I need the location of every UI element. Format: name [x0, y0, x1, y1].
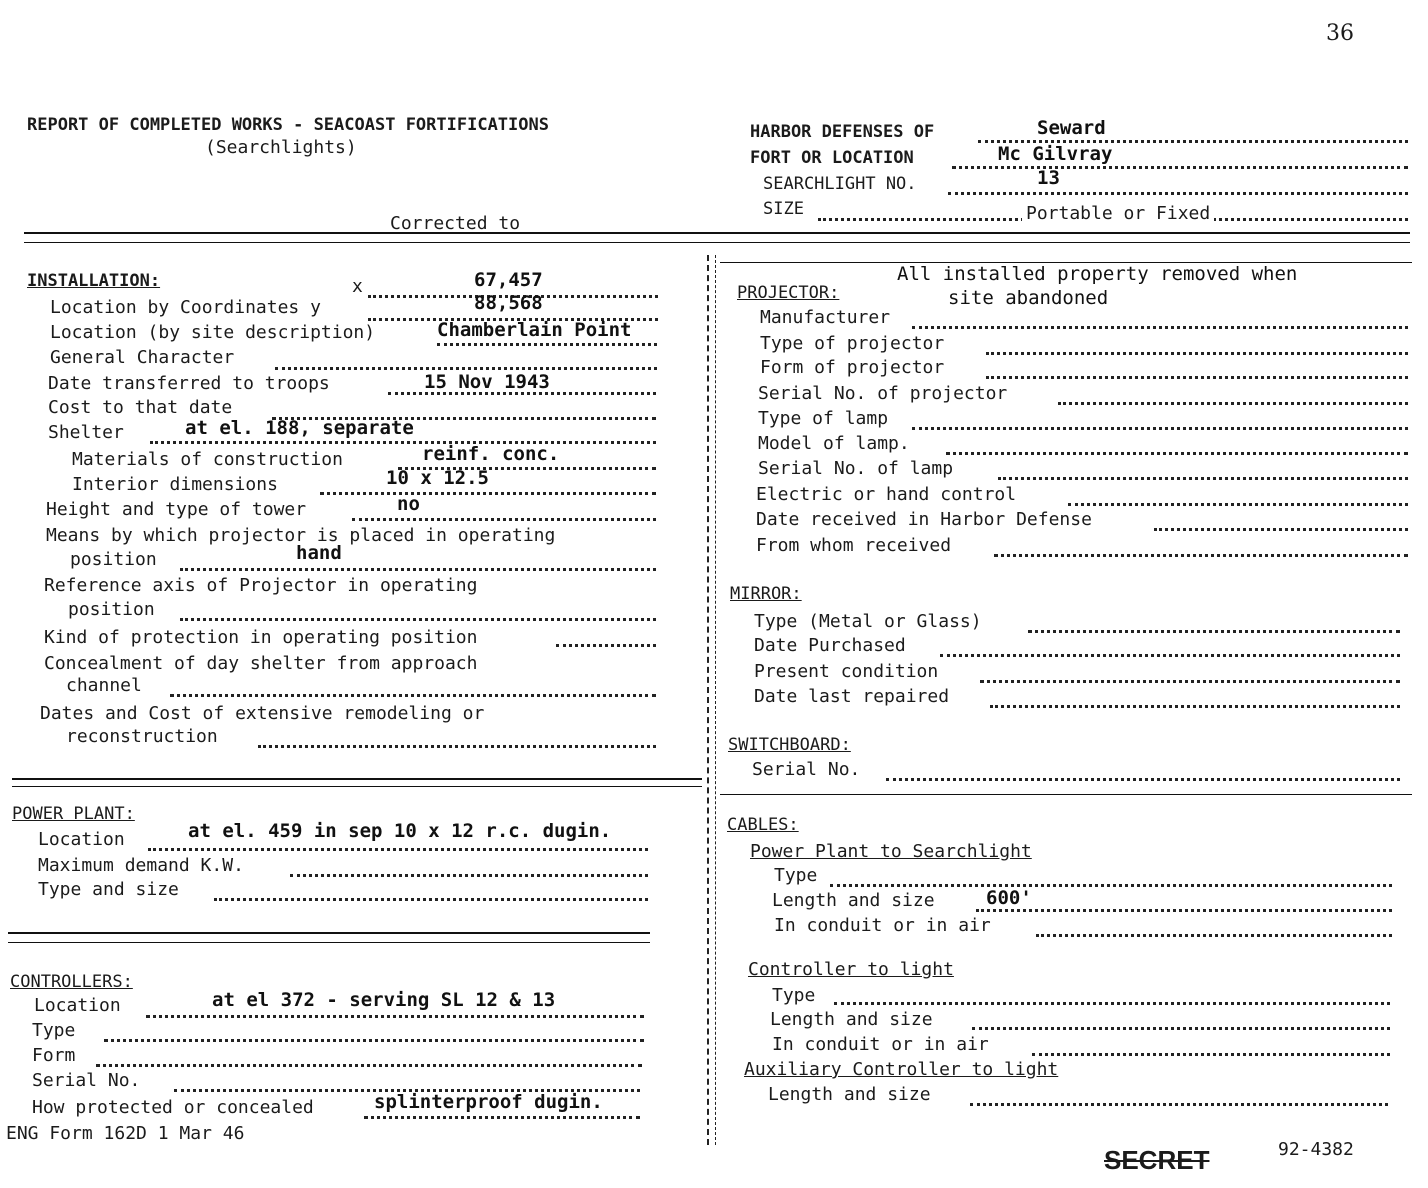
cl-conduit-label: In conduit or in air: [772, 1034, 989, 1055]
interior-dimensions-label: Interior dimensions: [72, 474, 278, 495]
controllers-location-dots: [146, 1015, 644, 1018]
manufacturer-label: Manufacturer: [760, 307, 891, 328]
interior-dimensions-dots: [320, 492, 656, 495]
remodeling-dots: [258, 745, 656, 748]
document-number: 92-4382: [1278, 1139, 1354, 1160]
mirror-repaired-dots: [990, 705, 1400, 708]
fort-location-value: Mc Gilvray: [998, 143, 1113, 165]
secret-stamp: SECRET: [1104, 1145, 1210, 1175]
materials-label: Materials of construction: [72, 449, 343, 470]
harbor-defenses-value: Seward: [1037, 117, 1106, 139]
pp-conduit-label: In conduit or in air: [774, 915, 991, 936]
power-plant-type-label: Type and size: [38, 879, 179, 900]
controllers-heading: CONTROLLERS:: [10, 972, 133, 992]
lamp-serial-dots: [998, 477, 1408, 480]
lamp-type-dots: [912, 427, 1408, 430]
installation-rule-2: [12, 786, 702, 787]
installation-heading: INSTALLATION:: [27, 271, 161, 291]
kind-protection-label: Kind of protection in operating position: [44, 627, 478, 648]
controllers-location-value: at el 372 - serving SL 12 & 13: [212, 989, 556, 1011]
site-description-label: Location (by site description): [50, 322, 376, 343]
remodeling-label: Dates and Cost of extensive remodeling or: [40, 703, 485, 724]
power-plant-rule-2: [8, 942, 650, 943]
page-number: 36: [1326, 21, 1354, 46]
fort-location-dots: [952, 166, 1408, 169]
lamp-model-dots: [946, 452, 1408, 455]
corrected-to-label: Corrected to: [390, 213, 521, 234]
max-demand-dots: [290, 874, 648, 877]
form-subtitle: (Searchlights): [205, 137, 357, 158]
means-dots: [180, 568, 656, 571]
switchboard-serial-dots: [886, 778, 1400, 781]
power-plant-location-dots: [148, 848, 648, 851]
controllers-protected-value: splinterproof dugin.: [374, 1091, 603, 1113]
pp-length-value: 600': [986, 887, 1032, 909]
manufacturer-dots: [912, 326, 1408, 329]
concealment-dots: [170, 694, 656, 697]
controllers-protected-dots: [364, 1116, 640, 1119]
shelter-value: at el. 188, separate: [185, 417, 414, 439]
shelter-label: Shelter: [48, 422, 124, 443]
pp-type-label: Type: [774, 865, 818, 886]
means-value: hand: [296, 542, 342, 564]
site-description-value: Chamberlain Point: [437, 319, 632, 341]
date-transferred-label: Date transferred to troops: [48, 373, 330, 394]
column-divider-2: [715, 255, 716, 1145]
means-label: Means by which projector is placed in operating: [46, 525, 556, 546]
lamp-type-label: Type of lamp: [758, 408, 889, 429]
mirror-heading: MIRROR:: [730, 584, 802, 604]
controllers-protected-label: How protected or concealed: [32, 1097, 314, 1118]
installation-rule: [12, 778, 702, 780]
projector-serial-label: Serial No. of projector: [758, 383, 1008, 404]
pp-type-dots: [830, 884, 1392, 887]
shelter-dots: [150, 441, 656, 444]
concealment-label-2: channel: [66, 675, 142, 696]
power-plant-type-dots: [214, 898, 648, 901]
power-plant-location-label: Location: [38, 829, 125, 850]
power-plant-heading: POWER PLANT:: [12, 804, 135, 824]
from-whom-dots: [994, 554, 1408, 557]
projector-heading: PROJECTOR:: [737, 283, 840, 303]
searchlight-no-dots: [948, 192, 1408, 195]
controllers-serial-label: Serial No.: [32, 1070, 141, 1091]
cl-length-label: Length and size: [770, 1009, 933, 1030]
lamp-model-label: Model of lamp.: [758, 433, 910, 454]
from-whom-label: From whom received: [756, 535, 952, 556]
cl-conduit-dots: [1032, 1053, 1390, 1056]
controllers-type-label: Type: [32, 1020, 76, 1041]
searchlight-no-label: SEARCHLIGHT NO.: [763, 174, 917, 194]
size-value: Portable or Fixed: [1022, 204, 1214, 224]
header-rule: [24, 232, 1410, 234]
projector-rule: [720, 262, 1412, 263]
tower-value: no: [397, 493, 420, 515]
projector-note-1: All installed property removed when: [897, 263, 1298, 285]
projector-form-dots: [986, 376, 1408, 379]
site-description-dots: [437, 343, 657, 346]
column-divider: [707, 255, 709, 1145]
controllers-type-dots: [104, 1039, 644, 1042]
interior-dimensions-value: 10 x 12.5: [386, 467, 489, 489]
cl-type-label: Type: [772, 985, 816, 1006]
aux-controller-heading: Auxiliary Controller to light: [744, 1059, 1059, 1080]
switchboard-serial-label: Serial No.: [752, 759, 861, 780]
date-transferred-value: 15 Nov 1943: [424, 371, 550, 393]
controller-light-heading: Controller to light: [748, 959, 954, 980]
cl-type-dots: [834, 1002, 1390, 1005]
pp-length-dots: [976, 909, 1392, 912]
form-title: REPORT OF COMPLETED WORKS - SEACOAST FORTIFICATIONS: [27, 115, 549, 135]
power-plant-location-value: at el. 459 in sep 10 x 12 r.c. dugin.: [188, 820, 612, 842]
aux-length-label: Length and size: [768, 1084, 931, 1105]
mirror-condition-dots: [980, 680, 1400, 683]
searchlight-no-value: 13: [1037, 167, 1060, 189]
aux-length-dots: [970, 1103, 1388, 1106]
date-received-label: Date received in Harbor Defense: [756, 509, 1092, 530]
reference-axis-label-2: position: [68, 599, 155, 620]
reference-axis-dots: [180, 618, 656, 621]
harbor-defenses-label: HARBOR DEFENSES OF: [750, 122, 935, 142]
general-character-label: General Character: [50, 347, 235, 368]
cost-label: Cost to that date: [48, 397, 233, 418]
controllers-location-label: Location: [34, 995, 121, 1016]
mirror-condition-label: Present condition: [754, 661, 939, 682]
power-plant-rule: [8, 932, 650, 934]
y-coordinate-value: 88,568: [474, 292, 543, 314]
date-received-dots: [1154, 528, 1408, 531]
cl-length-dots: [972, 1027, 1390, 1030]
mirror-repaired-label: Date last repaired: [754, 686, 950, 707]
reference-axis-label: Reference axis of Projector in operating: [44, 575, 478, 596]
mirror-purchased-label: Date Purchased: [754, 635, 906, 656]
tower-label: Height and type of tower: [46, 499, 307, 520]
control-label: Electric or hand control: [756, 484, 1017, 505]
header-rule-2: [24, 242, 1410, 243]
controllers-form-dots: [96, 1064, 642, 1067]
x-label: x: [352, 276, 363, 297]
pp-conduit-dots: [1036, 934, 1392, 937]
projector-note-2: site abandoned: [948, 287, 1109, 309]
right-section-rule: [720, 794, 1412, 795]
size-label: SIZE: [763, 199, 804, 219]
means-label-2: position: [70, 549, 157, 570]
x-coordinate-value: 67,457: [474, 269, 543, 291]
control-dots: [1068, 503, 1408, 506]
projector-type-label: Type of projector: [760, 333, 945, 354]
controllers-form-label: Form: [32, 1045, 76, 1066]
pp-searchlight-heading: Power Plant to Searchlight: [750, 841, 1032, 862]
max-demand-label: Maximum demand K.W.: [38, 855, 244, 876]
concealment-label: Concealment of day shelter from approach: [44, 653, 478, 674]
materials-value: reinf. conc.: [422, 443, 560, 465]
mirror-type-dots: [1028, 630, 1400, 633]
lamp-serial-label: Serial No. of lamp: [758, 458, 954, 479]
cables-heading: CABLES:: [727, 815, 799, 835]
general-character-dots: [275, 367, 657, 370]
projector-serial-dots: [1058, 402, 1408, 405]
coordinates-label: Location by Coordinates y: [50, 297, 321, 318]
projector-type-dots: [986, 352, 1408, 355]
switchboard-heading: SWITCHBOARD:: [728, 735, 851, 755]
kind-protection-dots: [556, 644, 656, 647]
mirror-type-label: Type (Metal or Glass): [754, 611, 982, 632]
form-id: ENG Form 162D 1 Mar 46: [6, 1123, 245, 1144]
pp-length-label: Length and size: [772, 890, 935, 911]
projector-form-label: Form of projector: [760, 357, 945, 378]
fort-location-label: FORT OR LOCATION: [750, 148, 914, 168]
remodeling-label-2: reconstruction: [66, 726, 218, 747]
mirror-purchased-dots: [940, 654, 1400, 657]
tower-dots: [352, 518, 656, 521]
